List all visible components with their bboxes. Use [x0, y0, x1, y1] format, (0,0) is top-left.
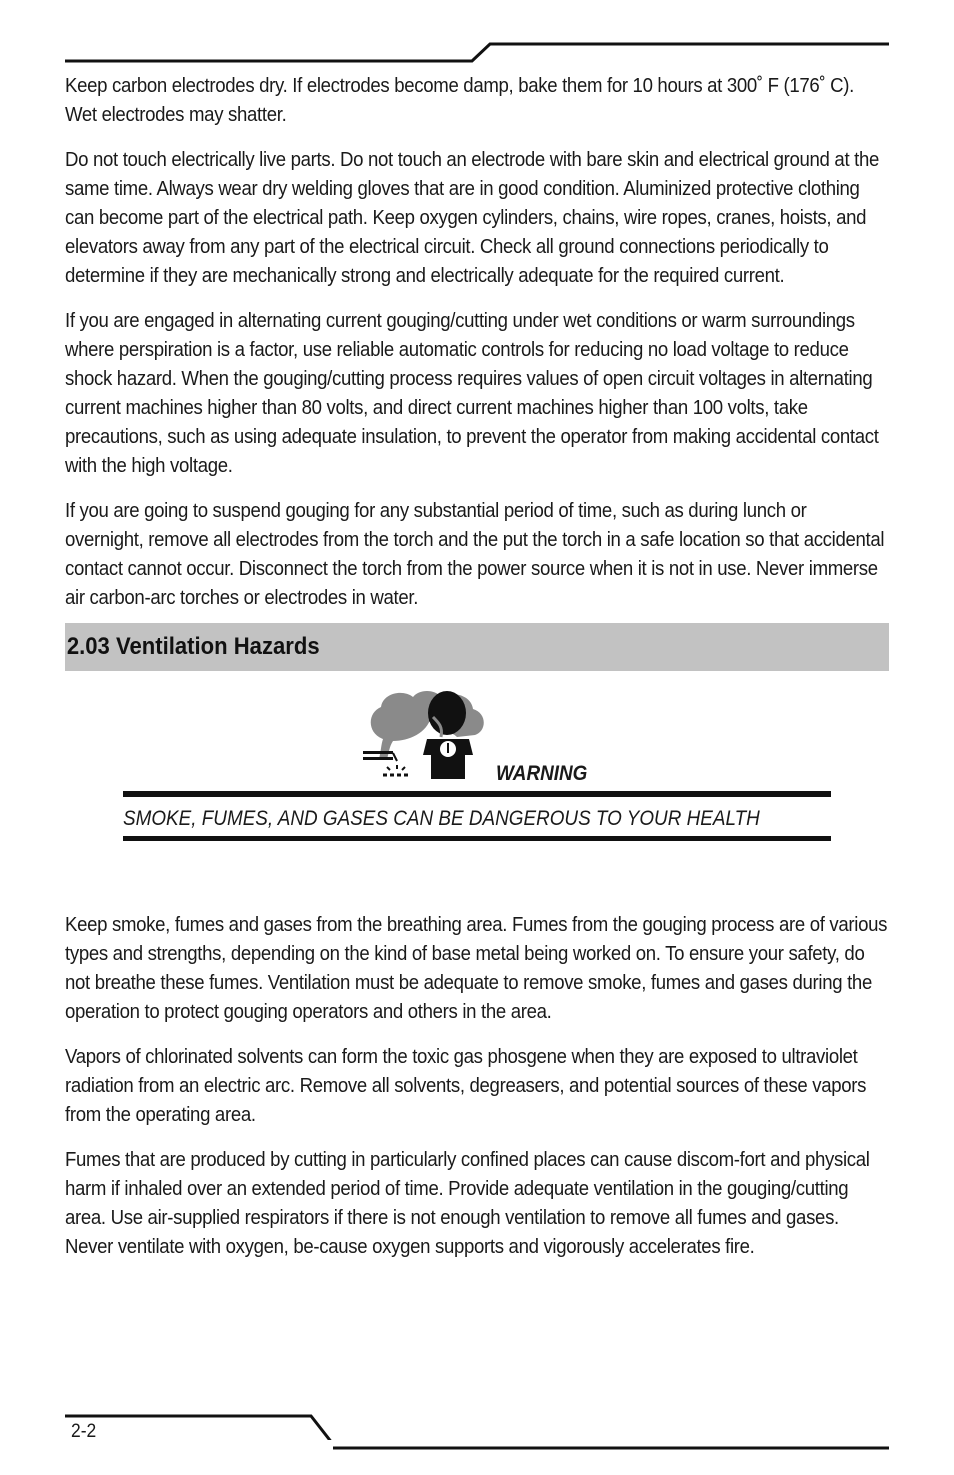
- paragraph-chlorinated-solvents: Vapors of chlorinated solvents can form the toxic gas phosgene when they are exposed to ultraviolet radiation from an electric arc. Remove all solvents, degreasers, and potential sources of these vapors from the operating area.: [65, 1046, 867, 1126]
- warning-bottom-divider: [123, 836, 831, 841]
- paragraph-confined-places: Fumes that are produced by cutting in particularly confined places can cause discom-fort and physical harm if inhaled over an extended period of time. Provide adequate ventilation in the gouging/cutting area. Use air-supplied respirators if there is not enough ventilation to remove all fumes and gases. Never ventilate with oxygen, be-cause oxygen supports and vigorously accelerates fire.: [65, 1149, 870, 1258]
- paragraph-alternating-current: If you are engaged in alternating current gouging/cutting under wet conditions or warm surroundings where perspiration is a factor, use reliable automatic controls for reducing no load voltage to reduce shock hazard. When the gouging/cutting process requires values of open circuit voltages in alternating current machines higher than 80 volts, and direct current machines higher than 100 volts, take precautions, such as using adequate insulation, to prevent the operator from making accidental contact with the high voltage.: [65, 310, 879, 477]
- page-content: [65, 72, 889, 1278]
- section-title: 2.03 Ventilation Hazards: [66, 633, 320, 660]
- footer-rule-lower: [0, 1440, 954, 1452]
- header-rule: [0, 0, 954, 70]
- paragraph-breathing-area: Keep smoke, fumes and gases from the breathing area. Fumes from the gouging process are of various types and strengths, depending on the kind of base metal being worked on. To ensure your safety, do not breathe these fumes. Ventilation must be adequate to remove smoke, fumes and gases during the operation to protect gouging operators and others in the area.: [65, 914, 888, 1023]
- fumes-hazard-icon: [361, 687, 491, 779]
- paragraph-electrodes-dry: Keep carbon electrodes dry. If electrodes become damp, bake them for 10 hours at 300˚ F (176˚ C). Wet electrodes may shatter.: [65, 75, 854, 126]
- warning-label: WARNING: [496, 762, 588, 785]
- page-number: 2-2: [71, 1421, 97, 1442]
- footer-rule: [0, 1400, 954, 1440]
- warning-message: SMOKE, FUMES, AND GASES CAN BE DANGEROUS TO YOUR HEALTH: [123, 807, 760, 830]
- warning-top-divider: [123, 791, 831, 797]
- paragraph-live-parts: Do not touch electrically live parts. Do not touch an electrode with bare skin and electrical ground at the same time. Always wear dry welding gloves that are in good condition. Aluminized protective clothing can become part of the electrical path. Keep oxygen cylinders, chains, wire ropes, cranes, hoists, and elevators away from any part of the electrical circuit. Check all ground connections periodically to determine if they are mechanically strong and electrically adequate for the required current.: [65, 149, 880, 287]
- paragraph-suspend-gouging: If you are going to suspend gouging for any substantial period of time, such as during lunch or overnight, remove all electrodes from the torch and the put the torch in a safe location so that accidental contact cannot occur. Disconnect the torch from the power source when it is not in use. Never immerse air carbon-arc torches or electrodes in water.: [65, 500, 885, 609]
- warning-block: [65, 671, 889, 911]
- section-header-bar: [65, 623, 889, 671]
